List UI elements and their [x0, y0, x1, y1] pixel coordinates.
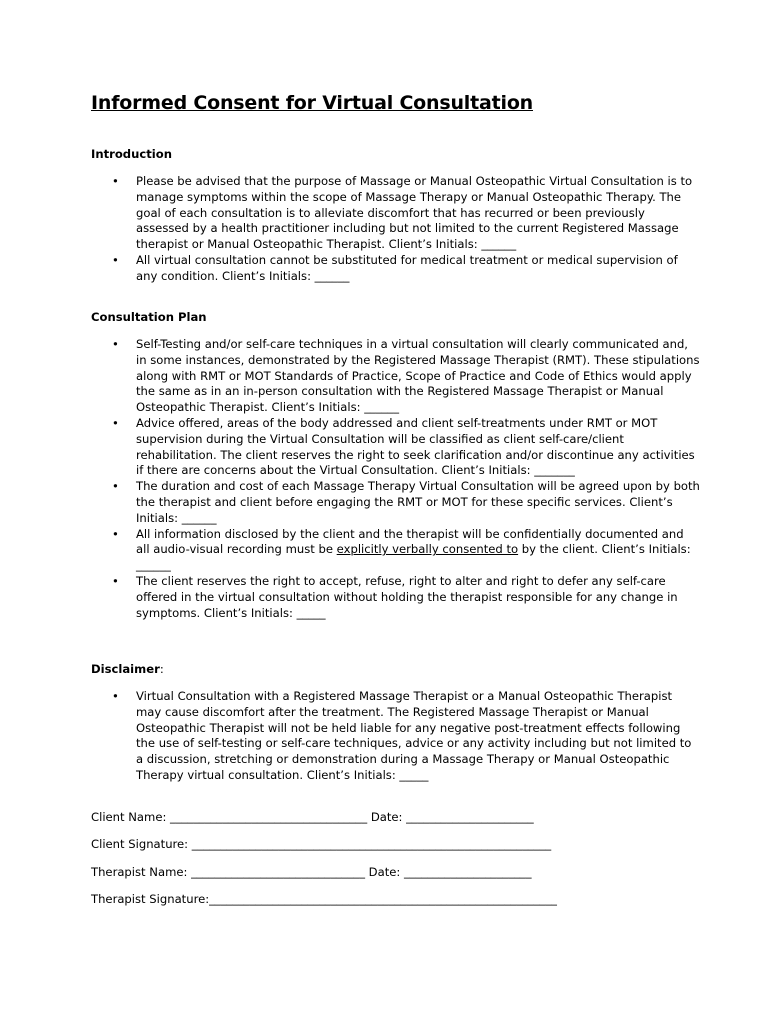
section-heading-introduction: Introduction — [91, 147, 172, 161]
list-item-text: by the client. Client’s Initials: ______ — [136, 542, 691, 573]
page-title: Informed Consent for Virtual Consultation — [91, 92, 533, 114]
therapist-name-date-line: Therapist Name: ______________________________ Date: ______________________ — [91, 865, 532, 879]
client-name-date-line: Client Name: __________________________________ Date: ______________________ — [91, 810, 534, 824]
disclaimer-heading-text: Disclaimer — [91, 662, 160, 676]
disclaimer-list — [110, 689, 700, 784]
list-item: • All virtual consultation cannot be substituted for medical treatment or medical supervision of any condition. Client’s Initials: ______ — [110, 253, 700, 285]
list-item: • The duration and cost of each Massage Therapy Virtual Consultation will be agreed upon by both the therapist and client before engaging the RMT or MOT for these specific services. Client’s Initials: ______ — [110, 479, 700, 526]
list-item — [110, 527, 700, 574]
introduction-list — [110, 174, 700, 285]
list-item: • Please be advised that the purpose of Massage or Manual Osteopathic Virtual Consultation is to manage symptoms within the scope of Massage Therapy or Manual Osteopathic Therapy. The goal of each consultation is to alleviate discomfort that has recurred or been previously assessed by a health practitioner including but not limited to the current Registered Massage therapist or Manual Osteopathic Therapist. Client’s Initials: ______ — [110, 174, 700, 253]
list-item: • Virtual Consultation with a Registered Massage Therapist or a Manual Osteopathic Therapist may cause discomfort after the treatment. The Registered Massage Therapist or Manual Osteopathic Therapist will not be held liable for any negative post-treatment effects following the use of self-testing or self-care techniques, advice or any activity including but not limited to a discussion, stretching or demonstration during a Massage Therapy or Manual Osteopathic Therapy virtual consultation. Client’s Initials: _____ — [110, 689, 700, 784]
list-item-text: All information disclosed by the client and the therapist will be confidentially documented and all audio-visual recording must be — [136, 526, 684, 557]
list-item: • Advice offered, areas of the body addressed and client self-treatments under RMT or MOT supervision during the Virtual Consultation will be classified as client self-care/client rehabilitation. The client reserves the right to seek clarification and/or discontinue any activities if there are concerns about the Virtual Consultation. Client’s Initials: _______ — [110, 416, 700, 479]
list-item: • Self-Testing and/or self-care techniques in a virtual consultation will clearly communicated and, in some instances, demonstrated by the Registered Massage Therapist (RMT). These stipulations along with RMT or MOT Standards of Practice, Scope of Practice and Code of Ethics would apply the same as in an in-person consultation with the Registered Massage Therapist or Manual Osteopathic Therapist. Client’s Initials: ______ — [110, 337, 700, 416]
client-signature-line: Client Signature: ______________________________________________________________ — [91, 837, 552, 851]
therapist-signature-line: Therapist Signature:____________________________________________________________ — [91, 892, 557, 906]
section-heading-disclaimer — [91, 661, 164, 677]
section-heading-consultation-plan: Consultation Plan — [91, 310, 207, 324]
underlined-phrase: explicitly verbally consented to — [336, 542, 519, 557]
disclaimer-heading-colon: : — [159, 662, 164, 676]
list-item: • The client reserves the right to accept, refuse, right to alter and right to defer any self-care offered in the virtual consultation without holding the therapist responsible for any change in symptoms. Client’s Initials: _____ — [110, 574, 700, 621]
consultation-plan-list — [110, 337, 700, 621]
